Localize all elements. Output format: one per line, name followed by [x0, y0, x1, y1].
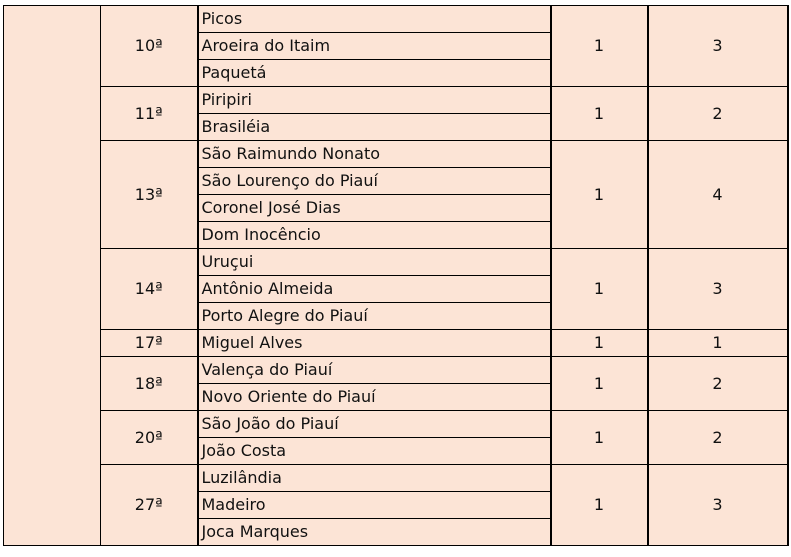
table-row [4, 330, 788, 357]
city-cell[interactable]: Aroeira do Itaim [198, 33, 551, 60]
table-row [4, 357, 788, 384]
count-b-cell[interactable]: 2 [648, 411, 788, 465]
table-row [4, 465, 788, 492]
count-a-cell[interactable]: 1 [551, 357, 648, 411]
city-cell[interactable]: Miguel Alves [198, 330, 551, 357]
city-cell[interactable]: João Costa [198, 438, 551, 465]
city-cell[interactable]: Uruçui [198, 249, 551, 276]
city-cell[interactable]: Antônio Almeida [198, 276, 551, 303]
table-row [4, 249, 788, 276]
city-cell[interactable]: Novo Oriente do Piauí [198, 384, 551, 411]
city-cell[interactable]: Brasiléia [198, 114, 551, 141]
region-cell[interactable]: 13ª [101, 141, 198, 249]
count-b-cell[interactable]: 2 [648, 357, 788, 411]
region-cell[interactable]: 10ª [101, 6, 198, 87]
region-cell[interactable]: 27ª [101, 465, 198, 546]
city-cell[interactable]: Joca Marques [198, 519, 551, 546]
table-row [4, 6, 788, 33]
region-cities-table [3, 5, 789, 546]
count-a-cell[interactable]: 1 [551, 87, 648, 141]
city-cell[interactable]: Valença do Piauí [198, 357, 551, 384]
count-b-cell[interactable]: 4 [648, 141, 788, 249]
count-a-cell[interactable]: 1 [551, 411, 648, 465]
count-a-cell[interactable]: 1 [551, 6, 648, 87]
count-a-cell[interactable]: 1 [551, 330, 648, 357]
count-b-cell[interactable]: 3 [648, 465, 788, 546]
city-cell[interactable]: Dom Inocêncio [198, 222, 551, 249]
city-cell[interactable]: São Lourenço do Piauí [198, 168, 551, 195]
city-cell[interactable]: Coronel José Dias [198, 195, 551, 222]
region-cell[interactable]: 17ª [101, 330, 198, 357]
count-b-cell[interactable]: 3 [648, 249, 788, 330]
table-body [4, 6, 788, 546]
count-b-cell[interactable]: 3 [648, 6, 788, 87]
count-a-cell[interactable]: 1 [551, 249, 648, 330]
city-cell[interactable]: Luzilândia [198, 465, 551, 492]
region-cell[interactable]: 11ª [101, 87, 198, 141]
table-row [4, 141, 788, 168]
region-cell[interactable]: 18ª [101, 357, 198, 411]
region-cell[interactable]: 14ª [101, 249, 198, 330]
table-row [4, 411, 788, 438]
table-row [4, 87, 788, 114]
count-b-cell[interactable]: 1 [648, 330, 788, 357]
count-b-cell[interactable]: 2 [648, 87, 788, 141]
count-a-cell[interactable]: 1 [551, 141, 648, 249]
city-cell[interactable]: Porto Alegre do Piauí [198, 303, 551, 330]
city-cell[interactable]: Picos [198, 6, 551, 33]
city-cell[interactable]: São João do Piauí [198, 411, 551, 438]
city-cell[interactable]: São Raimundo Nonato [198, 141, 551, 168]
city-cell[interactable]: Piripiri [198, 87, 551, 114]
left-margin-cell [4, 6, 101, 546]
region-cell[interactable]: 20ª [101, 411, 198, 465]
count-a-cell[interactable]: 1 [551, 465, 648, 546]
city-cell[interactable]: Paquetá [198, 60, 551, 87]
city-cell[interactable]: Madeiro [198, 492, 551, 519]
